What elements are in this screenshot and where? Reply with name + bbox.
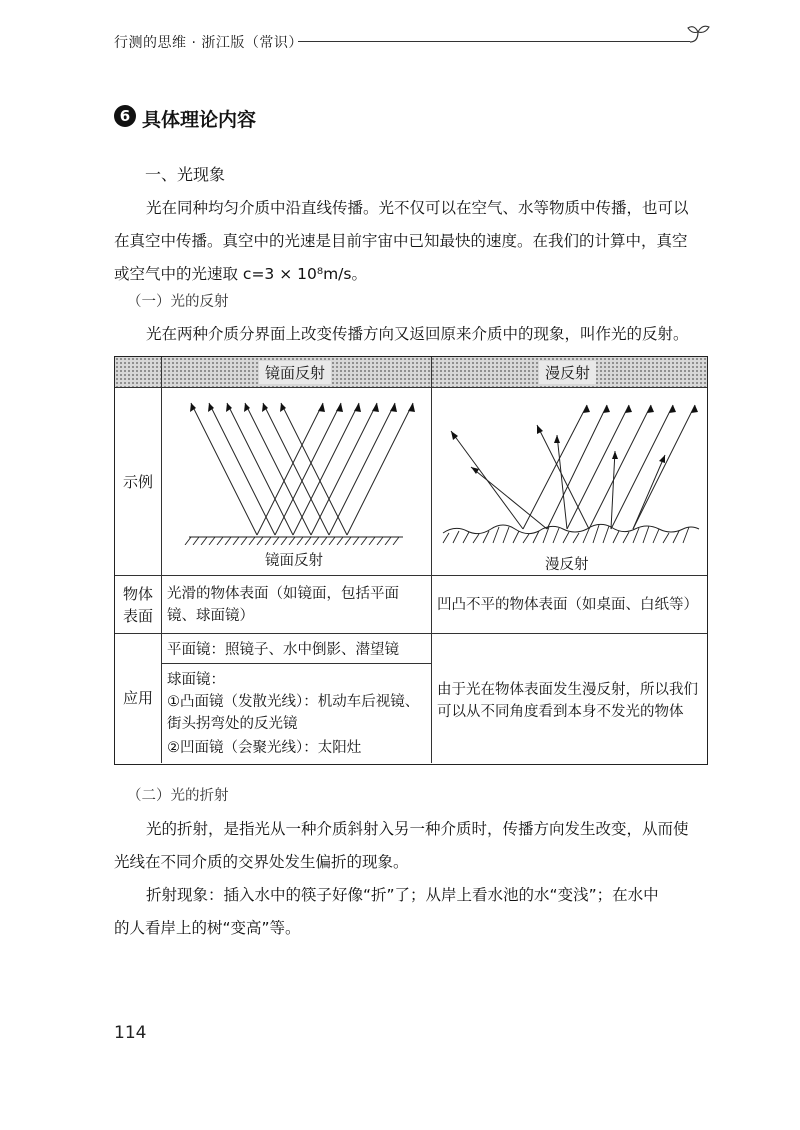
- header-rule: [298, 41, 690, 42]
- caption-mirror: 镜面反射: [265, 553, 323, 569]
- badge-number-icon: 6: [114, 105, 136, 127]
- refraction-example-1: 折射现象：插入水中的筷子好像“折”了；从岸上看水池的水“变浅”；在水中: [146, 886, 659, 904]
- refraction-heading: （二）光的折射: [127, 788, 229, 804]
- intro-paragraph: [114, 192, 712, 291]
- intro-line-3: 或空气中的光速取 c=3 × 10⁸m/s。: [114, 265, 367, 283]
- grid-line: [161, 663, 431, 664]
- application-sphere-title: 球面镜：: [167, 672, 225, 688]
- grid-line: [115, 387, 707, 388]
- leaf-ornament-icon: [684, 20, 714, 50]
- reflection-heading: （一）光的反射: [127, 294, 229, 310]
- grid-line: [161, 357, 162, 763]
- intro-line-2: 在真空中传播。真空中的光速是目前宇宙中已知最快的速度。在我们的计算中，真空: [114, 232, 688, 250]
- section-title: 具体理论内容: [142, 109, 257, 131]
- diffuse-reflection-diagram: [437, 395, 703, 553]
- reflection-text: 光在两种介质分界面上改变传播方向又返回原来介质中的现象，叫作光的反射。: [146, 325, 689, 343]
- refraction-line-2: 光线在不同介质的交界处发生偏折的现象。: [114, 853, 409, 871]
- page-number: 114: [114, 1023, 147, 1043]
- col-header-diffuse: 漫反射: [539, 361, 596, 384]
- grid-line: [115, 575, 707, 576]
- col-header-mirror: 镜面反射: [259, 361, 331, 384]
- application-convex: ①凸面镜（发散光线）：机动车后视镜、街头拐弯处的反光镜: [167, 694, 420, 732]
- refraction-line-1: 光的折射，是指光从一种介质斜射入另一种介质时，传播方向发生改变，从而使: [146, 820, 689, 838]
- grid-line: [115, 633, 707, 634]
- reflection-comparison-table: [114, 356, 708, 765]
- application-concave: ②凹面镜（会聚光线）：太阳灶: [167, 740, 362, 756]
- application-diffuse: 由于光在物体表面发生漫反射，所以我们可以从不同角度看到本身不发光的物体: [437, 682, 698, 720]
- reflection-definition: [114, 318, 712, 351]
- row-label-example: 示例: [122, 473, 153, 491]
- row-label-surface: 物体表面: [122, 585, 153, 625]
- heading-light-phenomena: 一、光现象: [145, 165, 226, 184]
- table-header-bg: [115, 357, 707, 387]
- intro-line-1: 光在同种均匀介质中沿直线传播。光不仅可以在空气、水等物质中传播，也可以: [146, 199, 689, 217]
- running-header: 行测的思维 · 浙江版（常识）: [114, 35, 303, 51]
- row-label-application: 应用: [122, 689, 153, 707]
- surface-diffuse: 凹凸不平的物体表面（如桌面、白纸等）: [437, 597, 698, 613]
- specular-reflection-diagram: [171, 395, 421, 545]
- caption-diffuse: 漫反射: [545, 557, 589, 573]
- surface-mirror: 光滑的物体表面（如镜面，包括平面镜、球面镜）: [167, 586, 399, 624]
- grid-line: [431, 357, 432, 763]
- refraction-example-2: 的人看岸上的树“变高”等。: [114, 919, 301, 937]
- application-plane-mirror: 平面镜：照镜子、水中倒影、潜望镜: [167, 642, 399, 658]
- refraction-definition: [114, 813, 712, 945]
